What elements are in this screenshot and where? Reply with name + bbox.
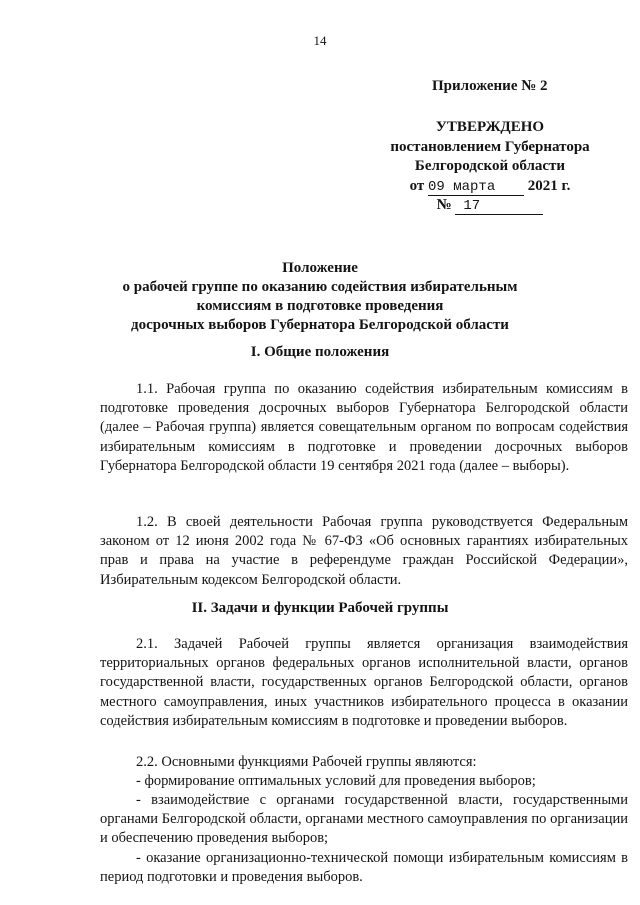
number-value: 17 (455, 199, 543, 215)
date-value: 09 марта (428, 180, 524, 196)
approval-date-line (360, 177, 620, 197)
approval-line-2: Белгородской области (414, 158, 566, 174)
page-number: 14 (313, 33, 327, 48)
appendix-label: Приложение № 2 (432, 78, 548, 94)
date-year: 2021 г. (527, 177, 571, 194)
approval-title: УТВЕРЖДЕНО (435, 119, 545, 135)
paragraph-1-2: 1.2. В своей деятельности Рабочая группа руководствуется Федеральным законом от 12 июня 2002 года № 67-ФЗ «Об основных гарантиях избирательных прав и права на участие в референдуме граждан Российской Федерации», Избирательным кодексом Белгородской области. (100, 514, 628, 588)
approval-block (360, 118, 620, 216)
approval-line-1: постановлением Губернатора (390, 138, 590, 155)
paragraph-2-2: 2.2. Основными функциями Рабочей группы являются: (136, 754, 477, 770)
title-line-3: комиссиям в подготовке проведения (196, 298, 444, 314)
date-prefix: от (409, 177, 425, 194)
section-1-heading: I. Общие положения (250, 344, 390, 360)
title-line-4: досрочных выборов Губернатора Белгородской области (131, 317, 509, 333)
title-line-1: Положение (282, 260, 358, 276)
paragraph-2-1: 2.1. Задачей Рабочей группы является организация взаимодействия территориальных органов федеральных органов исполнительной власти, органов государственной власти, государственных органов Белгородской области, органов местного самоуправления, иных участников избирательного процесса в оказании содействия избирательным комиссиям в подготовке и проведении выборов. (100, 636, 628, 729)
title-line-2: о рабочей группе по оказанию содействия избирательным (122, 279, 518, 295)
document-title (100, 259, 540, 335)
approval-number-line (360, 196, 620, 216)
bullet-item-1: - формирование оптимальных условий для проведения выборов; (136, 773, 536, 789)
section-2-heading: II. Задачи и функции Рабочей группы (191, 600, 449, 616)
paragraph-1-1: 1.1. Рабочая группа по оказанию содействия избирательным комиссиям в подготовке проведения досрочных выборов Губернатора Белгородской области (далее – Рабочая группа) является совещательным органом по вопросам содействия избирательным комиссиям в подготовке и проведении досрочных выборов Губернатора Белгородской области 19 сентября 2021 года (далее – выборы). (100, 381, 628, 474)
bullet-item-2: - взаимодействие с органами государственной власти, государственными органами Белгородской области, органами местного самоуправления по организации и обеспечению проведения выборов; (100, 792, 628, 847)
bullet-item-3: - оказание организационно-технической помощи избирательным комиссиям в период подготовки и проведения выборов. (100, 850, 628, 886)
number-prefix: № (436, 197, 452, 213)
